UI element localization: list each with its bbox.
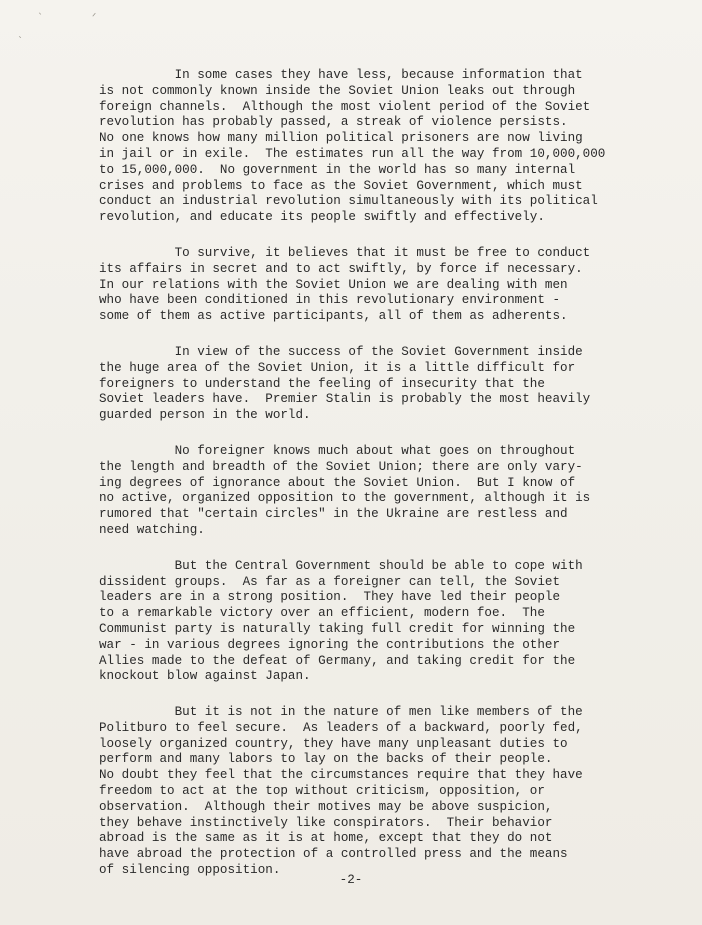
text-line: But it is not in the nature of men like members of the [99, 705, 583, 720]
paragraph-3 [99, 345, 619, 424]
text-line: But the Central Government should be able to cope with [99, 558, 583, 573]
text-line: its affairs in secret and to act swiftly, by force if necessary. [99, 261, 583, 276]
text-line: is not commonly known inside the Soviet Union leaks out through [99, 83, 576, 98]
text-line: dissident groups. As far as a foreigner can tell, the Soviet [99, 574, 561, 589]
text-line: the length and breadth of the Soviet Union; there are only vary- [99, 459, 583, 474]
text-line: have abroad the protection of a controlled press and the means [99, 847, 568, 862]
text-line: no active, organized opposition to the government, although it is [99, 491, 591, 506]
document-body [99, 68, 619, 899]
paper-speck: ˎ [38, 4, 43, 15]
text-line: No one knows how many million political prisoners are now living [99, 131, 583, 146]
paper-speck: ˋ [18, 36, 23, 47]
text-line: perform and many labors to lay on the backs of their people. [99, 752, 553, 767]
text-line: revolution, and educate its people swiftly and effectively. [99, 210, 545, 225]
text-line: who have been conditioned in this revolutionary environment - [99, 293, 561, 308]
text-line: they behave instinctively like conspirators. Their behavior [99, 815, 553, 830]
paragraph-5 [99, 559, 619, 685]
text-line: foreign channels. Although the most violent period of the Soviet [99, 99, 591, 114]
paragraph-2 [99, 246, 619, 325]
text-line: abroad is the same as it is at home, except that they do not [99, 831, 553, 846]
text-line: In some cases they have less, because information that [99, 68, 583, 82]
text-line: foreigners to understand the feeling of insecurity that the [99, 376, 545, 391]
text-line: ing degrees of ignorance about the Soviet Union. But I know of [99, 475, 576, 490]
text-line: some of them as active participants, all of them as adherents. [99, 309, 568, 324]
text-line: need watching. [99, 522, 205, 537]
paper-speck: ᐟ [92, 12, 97, 23]
text-line: Soviet leaders have. Premier Stalin is probably the most heavily [99, 392, 591, 407]
text-line: rumored that "certain circles" in the Ukraine are restless and [99, 507, 568, 522]
text-line: freedom to act at the top without criticism, opposition, or [99, 784, 545, 799]
text-line: war - in various degrees ignoring the contributions the other [99, 637, 561, 652]
text-line: conduct an industrial revolution simultaneously with its political [99, 194, 598, 209]
text-line: In view of the success of the Soviet Government inside [99, 344, 583, 359]
text-line: to 15,000,000. No government in the world has so many internal [99, 162, 576, 177]
text-line: to a remarkable victory over an efficient, modern foe. The [99, 606, 545, 621]
text-line: observation. Although their motives may be above suspicion, [99, 799, 553, 814]
text-line: leaders are in a strong position. They have led their people [99, 590, 561, 605]
page-number: -2- [339, 873, 363, 887]
paragraph-4 [99, 444, 619, 539]
text-line: In our relations with the Soviet Union we are dealing with men [99, 277, 568, 292]
text-line: Politburo to feel secure. As leaders of a backward, poorly fed, [99, 720, 583, 735]
text-line: No foreigner knows much about what goes on throughout [99, 443, 576, 458]
text-line: loosely organized country, they have many unpleasant duties to [99, 736, 568, 751]
text-line: crises and problems to face as the Soviet Government, which must [99, 178, 583, 193]
text-line: Communist party is naturally taking full credit for winning the [99, 621, 576, 636]
text-line: revolution has probably passed, a streak of violence persists. [99, 115, 568, 130]
paragraph-6 [99, 705, 619, 879]
text-line: the huge area of the Soviet Union, it is a little difficult for [99, 360, 576, 375]
paragraph-1 [99, 68, 619, 226]
text-line: guarded person in the world. [99, 408, 311, 423]
text-line: To survive, it believes that it must be free to conduct [99, 245, 591, 260]
text-line: Allies made to the defeat of Germany, and taking credit for the [99, 653, 576, 668]
text-line: of silencing opposition. [99, 863, 281, 878]
text-line: in jail or in exile. The estimates run all the way from 10,000,000 [99, 146, 606, 161]
text-line: knockout blow against Japan. [99, 669, 311, 684]
text-line: No doubt they feel that the circumstances require that they have [99, 768, 583, 783]
